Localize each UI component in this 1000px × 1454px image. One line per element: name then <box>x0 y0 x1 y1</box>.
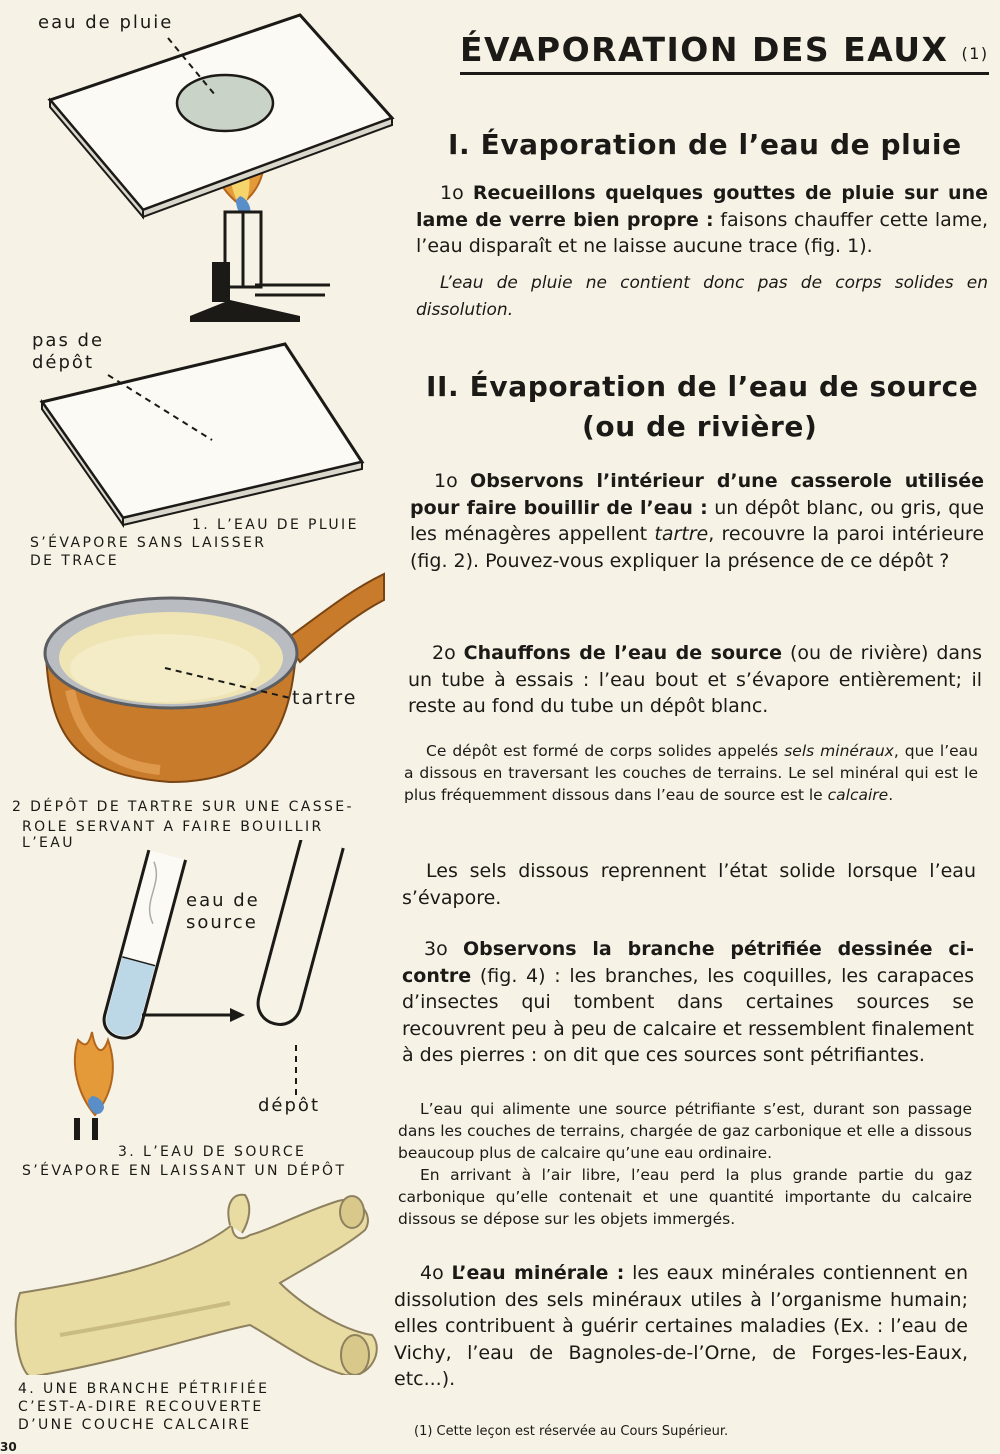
label-eau-de-pluie: eau de pluie <box>38 12 174 33</box>
s2p2-rest: (ou de rivière) dans un tube à essais : l’eau bout et s’évapore entièrement; il reste au fond du tube un dépôt blanc. <box>408 642 983 717</box>
section-2-paragraph-5 <box>394 1260 968 1393</box>
figure-1b-clean-plate <box>0 330 400 570</box>
caption-fig1-line2: S’ÉVAPORE SANS LAISSER <box>30 535 267 551</box>
figure-1-plate-burner <box>0 0 400 340</box>
caption-fig4-line2: C’EST-A-DIRE RECOUVERTE <box>18 1399 264 1415</box>
figure-4-petrified-branch <box>0 1185 400 1440</box>
s1p1-rest: faisons chauffer cette lame, l’eau disparaît et ne laisse aucune trace (fig. 1). <box>416 208 988 257</box>
section-2-small-2 <box>398 1098 972 1230</box>
caption-fig1-line1: 1. L’EAU DE PLUIE <box>192 517 359 533</box>
casserole-illustration <box>0 570 400 795</box>
section-2-paragraph-2 <box>408 640 982 720</box>
s1p2-italic: L’eau de pluie ne contient donc pas de corps solides en dissolution. <box>416 273 988 320</box>
caption-fig3-line1: 3. L’EAU DE SOURCE <box>118 1144 307 1160</box>
page-title <box>460 30 989 75</box>
section-2-paragraph-1 <box>410 468 984 574</box>
page-title-text: ÉVAPORATION DES EAUX <box>460 30 949 69</box>
test-tubes-illustration <box>0 840 400 1140</box>
section-1-heading: I. Évaporation de l’eau de pluie <box>448 128 962 161</box>
label-source: source <box>186 912 258 933</box>
footnote: (1) Cette leçon est réservée au Cours Supérieur. <box>414 1424 729 1439</box>
caption-fig4-line3: D’UNE COUCHE CALCAIRE <box>18 1417 252 1433</box>
page-number: 30 <box>0 1440 17 1454</box>
s1p1-num: 1o <box>440 182 464 204</box>
s2p5-rest: les eaux minérales contiennent en dissolution des sels minéraux utiles à l’organisme humain; elles contribuent à guérir certaines maladies (Ex. : l’eau de Vichy, l’eau de Bagnoles-de-l’Orne, de Forges-les-Eaux, etc...). <box>394 1262 968 1390</box>
s1p1-bold: Recueillons quelques gouttes de pluie sur une lame de verre bien propre : <box>416 182 988 231</box>
s2p1-b: , recouvre la paroi intérieure (fig. 2). Pouvez-vous expliquer la présence de ce dépôt ? <box>410 523 985 572</box>
section-2-paragraph-4 <box>402 936 974 1069</box>
s2s2-b: En arrivant à l’air libre, l’eau perd la plus grande partie du gaz carbonique qu’elle contenait et une quantité importante du calcaire dissous se dépose sur les objets immergés. <box>398 1166 972 1228</box>
section-2-paragraph-3: Les sels dissous reprennent l’état solide lorsque l’eau s’évapore. <box>402 860 976 909</box>
section-2-heading-line2: (ou de rivière) <box>582 410 818 443</box>
figure-3-test-tubes <box>0 840 400 1185</box>
section-1-paragraph-2 <box>416 270 988 323</box>
burner-illustration <box>0 0 400 340</box>
caption-fig4-line1: 4. UNE BRANCHE PÉTRIFIÉE <box>18 1381 270 1397</box>
label-depot-2: dépôt <box>258 1095 320 1116</box>
title-note-ref: (1) <box>961 44 989 63</box>
label-depot-1: dépôt <box>32 352 94 373</box>
caption-fig2-line1: 2 DÉPÔT DE TARTRE SUR UNE CASSE- <box>12 799 354 815</box>
section-2-heading-line1: II. Évaporation de l’eau de source <box>426 370 979 403</box>
s2s1-italic2: calcaire <box>827 786 889 804</box>
branch-illustration <box>0 1185 400 1375</box>
s2p4-num: 3o <box>424 938 448 960</box>
caption-fig2-line2: ROLE SERVANT A FAIRE BOUILLIR <box>22 819 324 835</box>
s2p4-rest: (fig. 4) : les branches, les coquilles, les carapaces d’insectes qui tombent dans certaines sources se recouvrent peu à peu de calcaire et ressemblent finalement à des pierres : on dit que ces sources sont pétrifiantes. <box>402 964 974 1066</box>
s2s1-italic: sels minéraux <box>784 742 894 760</box>
s2p1-bold: Observons l’intérieur d’une casserole utilisée pour faire bouillir de l’eau : <box>410 470 984 519</box>
label-tartre: tartre <box>292 687 358 709</box>
s2p5-bold: L’eau minérale : <box>451 1262 625 1284</box>
s2s1-a: Ce dépôt est formé de corps solides appelés <box>426 742 785 760</box>
s2p2-bold: Chauffons de l’eau de source <box>463 642 783 664</box>
s2s2-a: L’eau qui alimente une source pétrifiante s’est, durant son passage dans les couches de terrains, chargée de gaz carbonique et elle a dissous beaucoup plus de calcaire qu’une eau ordinaire. <box>398 1100 972 1162</box>
s2p1-italic: tartre <box>654 523 709 545</box>
s2s1-c: . <box>888 786 894 804</box>
s2p4-bold: Observons la branche pétrifiée dessinée ci-contre <box>402 938 974 987</box>
s2s1-b: , que l’eau a dissous en traversant les couches de terrains. Le sel minéral qui est le plus fréquemment dissous dans l’eau de source est le <box>404 742 978 804</box>
figure-2-casserole <box>0 570 400 850</box>
caption-fig2-line3: L’EAU <box>22 835 75 851</box>
s2p5-num: 4o <box>420 1262 444 1284</box>
label-eau-de: eau de <box>186 890 260 911</box>
s2p2-num: 2o <box>432 642 456 664</box>
s2p1-num: 1o <box>434 470 458 492</box>
section-1-paragraph-1 <box>416 180 988 260</box>
caption-fig1-line3: DE TRACE <box>30 553 119 569</box>
label-pas-de: pas de <box>32 330 105 351</box>
s2p1-a: un dépôt blanc, ou gris, que les ménagères appellent <box>410 496 985 545</box>
caption-fig3-line2: S’ÉVAPORE EN LAISSANT UN DÉPÔT <box>22 1163 347 1179</box>
section-2-small-1 <box>404 740 978 806</box>
